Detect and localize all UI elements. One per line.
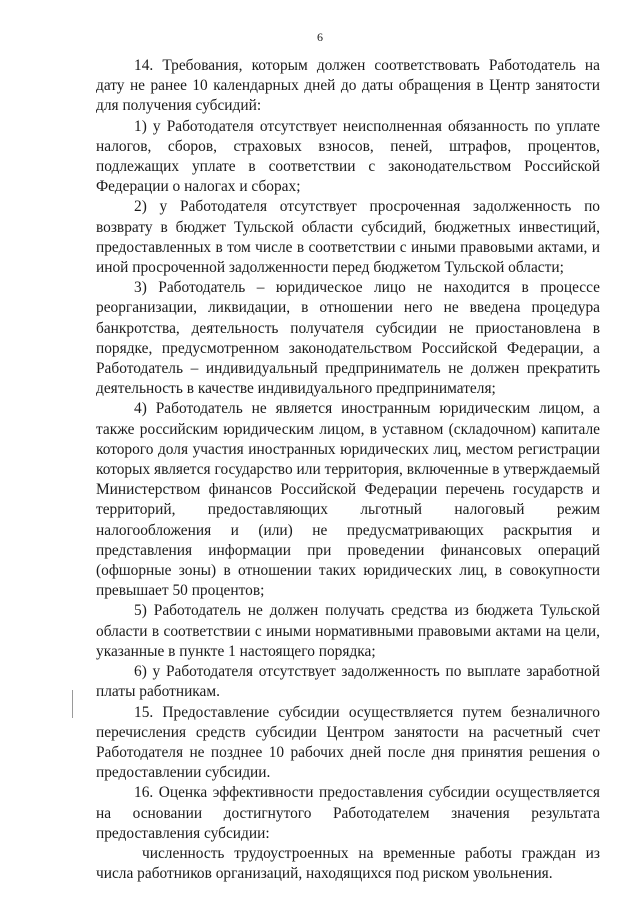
document-body (96, 56, 600, 884)
paragraph-14-item-2: 2) у Работодателя отсутствует просроченная задолженность по возврату в бюджет Тульской области субсидий, бюджетных инвестиций, предоставленных в том числе в соответствии с иными правовыми актами, и иной просроченной задолженности перед бюджетом Тульской области; (96, 198, 600, 277)
paragraph-15-transfer: 15. Предоставление субсидии осуществляется путем безналичного перечисления средств субсидии Центром занятости на расчетный счет Работодателя не позднее 10 рабочих дней после дня принятия решения о предоставлении субсидии. (96, 703, 600, 782)
page-number: 6 (317, 30, 323, 44)
paragraph-14-item-6: 6) у Работодателя отсутствует задолженность по выплате заработной платы работникам. (96, 663, 600, 701)
paragraph-16-evaluation: 16. Оценка эффективности предоставления субсидии осуществляется на основании достигнутого Работодателем значения результата предоставления субсидии: (96, 784, 600, 842)
scan-artifact-line (72, 690, 73, 718)
paragraph-14-item-5: 5) Работодатель не должен получать средства из бюджета Тульской области в соответствии с иными нормативными правовыми актами на цели, указанные в пункте 1 настоящего порядка; (96, 602, 600, 660)
paragraph-14-item-3: 3) Работодатель – юридическое лицо не находится в процессе реорганизации, ликвидации, в отношении него не введена процедура банкротства, деятельность получателя субсидии не приостановлена в порядке, предусмотренном законодательством Российской Федерации, а Работодатель – индивидуальный предприниматель не должен прекратить деятельность в качестве индивидуального предпринимателя; (96, 279, 600, 398)
paragraph-14-item-1: 1) у Работодателя отсутствует неисполненная обязанность по уплате налогов, сборов, страховых взносов, пеней, штрафов, процентов, подлежащих уплате в соответствии с законодательством Российской Федерации о налогах и сборах; (96, 117, 600, 196)
paragraph-14-requirements: 14. Требования, которым должен соответствовать Работодатель на дату не ранее 10 календарных дней до даты обращения в Центр занятости для получения субсидий: (96, 57, 600, 115)
paragraph-14-item-4: 4) Работодатель не является иностранным юридическим лицом, а также российским юридическим лицом, в уставном (складочном) капитале которого доля участия иностранных юридических лиц, местом регистрации которых является государство или территория, включенные в утверждаемый Министерством финансов Российской Федерации перечень государств и территорий, предоставляющих льготный налоговый режим налогообложения и (или) не предусматривающих раскрытия и представления информации при проведении финансовых операций (офшорные зоны) в отношении таких юридических лиц, в совокупности превышает 50 процентов; (96, 400, 600, 600)
paragraph-16-result-indicator: численность трудоустроенных на временные работы граждан из числа работников организаций, находящихся под риском увольнения. (96, 844, 600, 883)
